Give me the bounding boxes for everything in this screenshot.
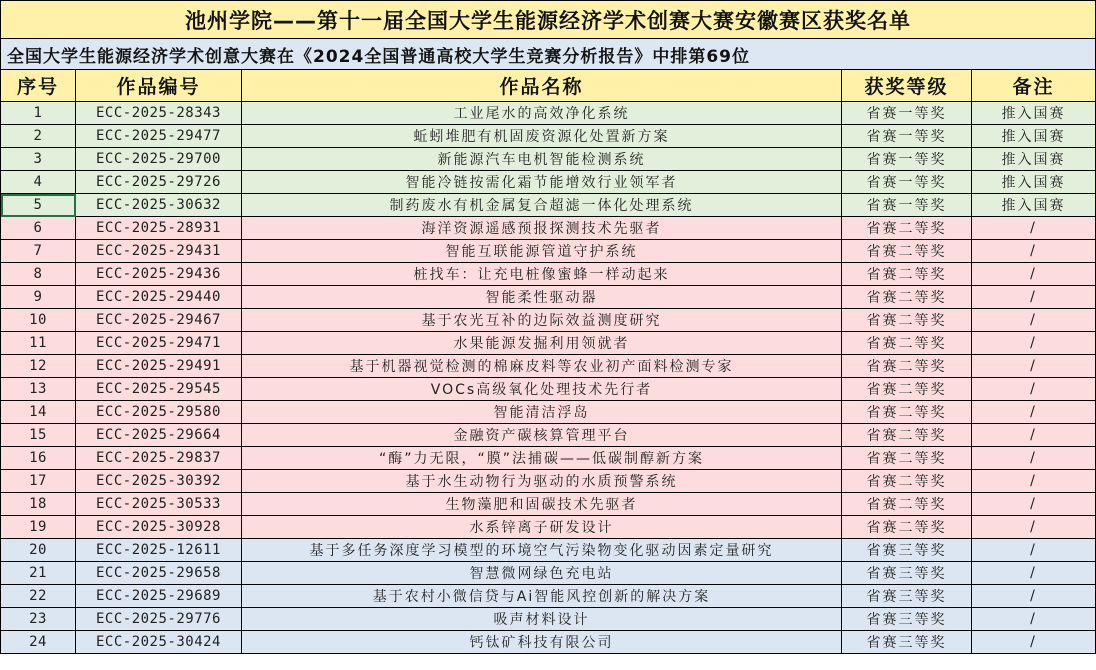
cell-name[interactable]: VOCs高级氧化处理技术先行者 <box>242 378 842 401</box>
cell-code[interactable]: ECC-2025-29700 <box>76 148 242 171</box>
cell-index[interactable]: 4 <box>1 171 76 194</box>
cell-award[interactable]: 省赛二等奖 <box>842 401 972 424</box>
table-row <box>1 401 1096 424</box>
cell-name[interactable]: 基于机器视觉检测的棉麻皮料等农业初产面料检测专家 <box>242 355 842 378</box>
cell-code[interactable]: ECC-2025-29580 <box>76 401 242 424</box>
cell-name[interactable]: 蚯蚓堆肥有机固废资源化处置新方案 <box>242 125 842 148</box>
cell-award[interactable]: 省赛二等奖 <box>842 309 972 332</box>
table-row <box>1 424 1096 447</box>
cell-name[interactable]: 基于农光互补的边际效益测度研究 <box>242 309 842 332</box>
cell-award[interactable]: 省赛二等奖 <box>842 516 972 539</box>
header-award[interactable]: 获奖等级 <box>842 70 972 102</box>
cell-code[interactable]: ECC-2025-29491 <box>76 355 242 378</box>
cell-index[interactable]: 22 <box>1 585 76 608</box>
cell-index[interactable]: 2 <box>1 125 76 148</box>
cell-index[interactable]: 8 <box>1 263 76 286</box>
cell-award[interactable]: 省赛二等奖 <box>842 447 972 470</box>
cell-award[interactable]: 省赛一等奖 <box>842 125 972 148</box>
cell-award[interactable]: 省赛二等奖 <box>842 424 972 447</box>
table-row <box>1 309 1096 332</box>
cell-name[interactable]: 海洋资源遥感预报探测技术先驱者 <box>242 217 842 240</box>
table-row <box>1 332 1096 355</box>
table-row <box>1 355 1096 378</box>
cell-code[interactable]: ECC-2025-28343 <box>76 102 242 125</box>
table-row <box>1 470 1096 493</box>
cell-name[interactable]: 工业尾水的高效净化系统 <box>242 102 842 125</box>
cell-code[interactable]: ECC-2025-29471 <box>76 332 242 355</box>
table-row <box>1 286 1096 309</box>
cell-award[interactable]: 省赛二等奖 <box>842 240 972 263</box>
cell-index[interactable]: 10 <box>1 309 76 332</box>
table-row <box>1 493 1096 516</box>
cell-award[interactable]: 省赛二等奖 <box>842 217 972 240</box>
table-row <box>1 539 1096 562</box>
cell-index[interactable]: 20 <box>1 539 76 562</box>
cell-name[interactable]: 智能冷链按需化霜节能增效行业领军者 <box>242 171 842 194</box>
header-code[interactable]: 作品编号 <box>76 70 242 102</box>
cell-name[interactable]: 智能互联能源管道守护系统 <box>242 240 842 263</box>
cell-code[interactable]: ECC-2025-29436 <box>76 263 242 286</box>
cell-code[interactable]: ECC-2025-29477 <box>76 125 242 148</box>
cell-index[interactable]: 18 <box>1 493 76 516</box>
cell-award[interactable]: 省赛一等奖 <box>842 102 972 125</box>
cell-note[interactable]: / <box>972 447 1096 470</box>
cell-name[interactable]: 生物藻肥和固碳技术先驱者 <box>242 493 842 516</box>
cell-award[interactable]: 省赛三等奖 <box>842 562 972 585</box>
cell-name[interactable]: 新能源汽车电机智能检测系统 <box>242 148 842 171</box>
cell-code[interactable]: ECC-2025-29467 <box>76 309 242 332</box>
cell-index[interactable]: 6 <box>1 217 76 240</box>
cell-note[interactable]: / <box>972 263 1096 286</box>
cell-index[interactable]: 21 <box>1 562 76 585</box>
cell-note[interactable]: / <box>972 516 1096 539</box>
cell-note[interactable]: / <box>972 631 1096 654</box>
cell-code[interactable]: ECC-2025-30533 <box>76 493 242 516</box>
header-index[interactable]: 序号 <box>1 70 76 102</box>
cell-award[interactable]: 省赛三等奖 <box>842 539 972 562</box>
cell-award[interactable]: 省赛一等奖 <box>842 171 972 194</box>
cell-name[interactable]: 金融资产碳核算管理平台 <box>242 424 842 447</box>
cell-code[interactable]: ECC-2025-29837 <box>76 447 242 470</box>
cell-code[interactable]: ECC-2025-29726 <box>76 171 242 194</box>
cell-note[interactable]: / <box>972 562 1096 585</box>
cell-code[interactable]: ECC-2025-29658 <box>76 562 242 585</box>
cell-index[interactable]: 5 <box>1 194 76 217</box>
table-row <box>1 585 1096 608</box>
cell-award[interactable]: 省赛二等奖 <box>842 355 972 378</box>
table-row <box>1 631 1096 654</box>
cell-code[interactable]: ECC-2025-30632 <box>76 194 242 217</box>
cell-note[interactable]: / <box>972 286 1096 309</box>
header-row <box>1 70 1096 102</box>
cell-name[interactable]: 基于农村小微信贷与Ai智能风控创新的解决方案 <box>242 585 842 608</box>
cell-index[interactable]: 9 <box>1 286 76 309</box>
cell-award[interactable]: 省赛二等奖 <box>842 378 972 401</box>
table-row <box>1 263 1096 286</box>
cell-award[interactable]: 省赛二等奖 <box>842 332 972 355</box>
table-row <box>1 148 1096 171</box>
cell-index[interactable]: 17 <box>1 470 76 493</box>
cell-name[interactable]: 智能柔性驱动器 <box>242 286 842 309</box>
cell-note[interactable]: 推入国赛 <box>972 194 1096 217</box>
cell-award[interactable]: 省赛一等奖 <box>842 148 972 171</box>
cell-award[interactable]: 省赛一等奖 <box>842 194 972 217</box>
cell-code[interactable]: ECC-2025-29689 <box>76 585 242 608</box>
cell-name[interactable]: 钙钛矿科技有限公司 <box>242 631 842 654</box>
cell-note[interactable]: / <box>972 355 1096 378</box>
cell-index[interactable]: 11 <box>1 332 76 355</box>
cell-code[interactable]: ECC-2025-12611 <box>76 539 242 562</box>
cell-code[interactable]: ECC-2025-29440 <box>76 286 242 309</box>
table-row <box>1 125 1096 148</box>
table-row <box>1 102 1096 125</box>
table-row <box>1 240 1096 263</box>
cell-index[interactable]: 1 <box>1 102 76 125</box>
table-row <box>1 608 1096 631</box>
cell-note[interactable]: / <box>972 378 1096 401</box>
cell-note[interactable]: / <box>972 493 1096 516</box>
cell-index[interactable]: 15 <box>1 424 76 447</box>
cell-code[interactable]: ECC-2025-29776 <box>76 608 242 631</box>
cell-note[interactable]: 推入国赛 <box>972 171 1096 194</box>
cell-name[interactable]: 智慧微网绿色充电站 <box>242 562 842 585</box>
cell-note[interactable]: / <box>972 608 1096 631</box>
cell-index[interactable]: 13 <box>1 378 76 401</box>
sheet-subtitle[interactable]: 全国大学生能源经济学术创意大赛在《2024全国普通高校大学生竞赛分析报告》中排第69位 <box>1 39 1096 70</box>
cell-name[interactable]: 基于水生动物行为驱动的水质预警系统 <box>242 470 842 493</box>
cell-code[interactable]: ECC-2025-30424 <box>76 631 242 654</box>
cell-code[interactable]: ECC-2025-29431 <box>76 240 242 263</box>
cell-index[interactable]: 19 <box>1 516 76 539</box>
cell-note[interactable]: / <box>972 470 1096 493</box>
table-row <box>1 171 1096 194</box>
cell-index[interactable]: 16 <box>1 447 76 470</box>
cell-award[interactable]: 省赛三等奖 <box>842 631 972 654</box>
cell-note[interactable]: / <box>972 240 1096 263</box>
cell-code[interactable]: ECC-2025-30928 <box>76 516 242 539</box>
table-row <box>1 447 1096 470</box>
header-note[interactable]: 备注 <box>972 70 1096 102</box>
cell-index[interactable]: 14 <box>1 401 76 424</box>
cell-index[interactable]: 3 <box>1 148 76 171</box>
cell-code[interactable]: ECC-2025-29664 <box>76 424 242 447</box>
cell-index[interactable]: 12 <box>1 355 76 378</box>
cell-name[interactable]: “酶”力无限，“膜”法捕碳——低碳制醇新方案 <box>242 447 842 470</box>
cell-award[interactable]: 省赛二等奖 <box>842 470 972 493</box>
table-row <box>1 217 1096 240</box>
cell-note[interactable]: / <box>972 401 1096 424</box>
cell-award[interactable]: 省赛二等奖 <box>842 263 972 286</box>
sheet-title[interactable]: 池州学院——第十一届全国大学生能源经济学术创赛大赛安徽赛区获奖名单 <box>1 1 1096 39</box>
cell-index[interactable]: 23 <box>1 608 76 631</box>
cell-name[interactable]: 吸声材料设计 <box>242 608 842 631</box>
cell-award[interactable]: 省赛二等奖 <box>842 493 972 516</box>
cell-name[interactable]: 水果能源发掘利用领就者 <box>242 332 842 355</box>
cell-note[interactable]: / <box>972 332 1096 355</box>
cell-code[interactable]: ECC-2025-30392 <box>76 470 242 493</box>
table-row <box>1 516 1096 539</box>
header-name[interactable]: 作品名称 <box>242 70 842 102</box>
cell-note[interactable]: / <box>972 217 1096 240</box>
table-row <box>1 378 1096 401</box>
cell-note[interactable]: / <box>972 424 1096 447</box>
cell-name[interactable]: 制药废水有机金属复合超滤一体化处理系统 <box>242 194 842 217</box>
cell-award[interactable]: 省赛三等奖 <box>842 608 972 631</box>
cell-note[interactable]: 推入国赛 <box>972 148 1096 171</box>
cell-note[interactable]: / <box>972 585 1096 608</box>
cell-award[interactable]: 省赛二等奖 <box>842 286 972 309</box>
cell-note[interactable]: / <box>972 539 1096 562</box>
cell-code[interactable]: ECC-2025-28931 <box>76 217 242 240</box>
cell-code[interactable]: ECC-2025-29545 <box>76 378 242 401</box>
cell-name[interactable]: 桩找车：让充电桩像蜜蜂一样动起来 <box>242 263 842 286</box>
cell-name[interactable]: 基于多任务深度学习模型的环境空气污染物变化驱动因素定量研究 <box>242 539 842 562</box>
cell-note[interactable]: 推入国赛 <box>972 125 1096 148</box>
cell-index[interactable]: 7 <box>1 240 76 263</box>
cell-name[interactable]: 智能清洁浮岛 <box>242 401 842 424</box>
cell-note[interactable]: 推入国赛 <box>972 102 1096 125</box>
cell-index[interactable]: 24 <box>1 631 76 654</box>
cell-name[interactable]: 水系锌离子研发设计 <box>242 516 842 539</box>
table-row <box>1 562 1096 585</box>
cell-note[interactable]: / <box>972 309 1096 332</box>
cell-award[interactable]: 省赛三等奖 <box>842 585 972 608</box>
table-row <box>1 194 1096 217</box>
